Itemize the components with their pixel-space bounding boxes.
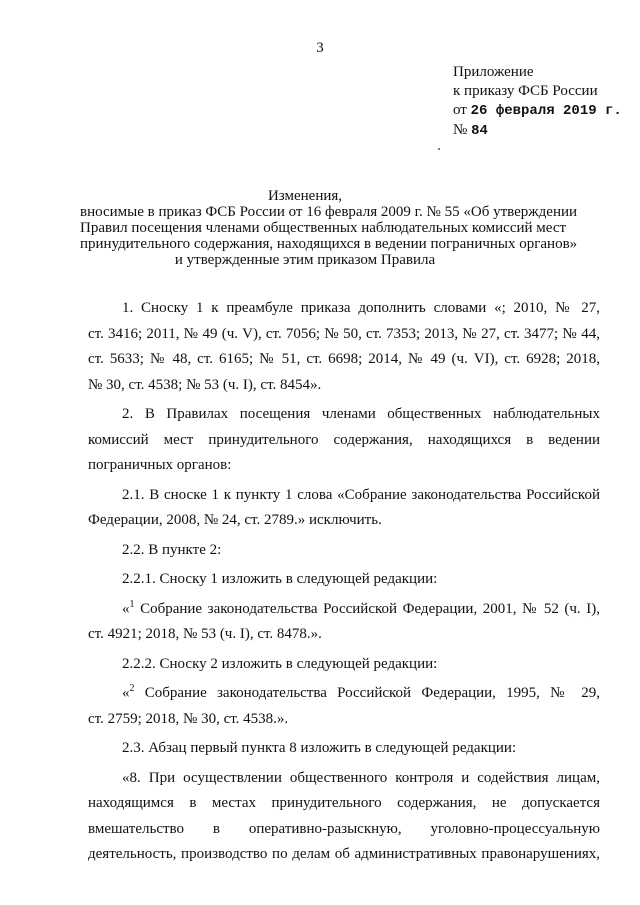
appendix-date bbox=[453, 101, 622, 121]
heading-line-3: Правил посещения членами общественных наблюдательных комиссий мест bbox=[80, 220, 567, 236]
text-line: 2. В Правилах посещения членами общественных наблюдательных bbox=[122, 406, 600, 422]
paragraph-1 bbox=[88, 296, 600, 398]
text-line: ст. 3416; 2011, № 49 (ч. V), ст. 7056; № 50, ст. 7353; 2013, № 27, ст. 3477; № 44, bbox=[88, 325, 600, 342]
text-line: «8. При осуществлении общественного контроля и содействия лицам, bbox=[122, 769, 600, 786]
footnote-text: Собрание законодательства Российской Федерации, 1995, № 29, bbox=[134, 685, 600, 701]
text-line: ст. 4921; 2018, № 53 (ч. I), ст. 8478.». bbox=[88, 626, 322, 642]
document-body bbox=[88, 296, 600, 868]
text-line: ст. 2759; 2018, № 30, ст. 4538.». bbox=[88, 710, 289, 727]
text-line bbox=[88, 681, 600, 707]
page-number: 3 bbox=[316, 40, 324, 56]
text-line: 2.2.2. Сноску 2 изложить в следующей редакции: bbox=[122, 655, 438, 672]
appendix-order-ref: к приказу ФСБ России bbox=[453, 83, 598, 99]
paragraph-2-2 bbox=[88, 538, 600, 564]
paragraph-8-text bbox=[88, 766, 600, 868]
text-line: 2.2.1. Сноску 1 изложить в следующей редакции: bbox=[122, 571, 438, 587]
appendix-number bbox=[453, 121, 622, 141]
paragraph-2 bbox=[88, 402, 600, 479]
text-line: вмешательство в оперативно-разыскную, уголовно-процессуальную bbox=[88, 820, 600, 837]
scan-speck bbox=[438, 148, 440, 150]
paragraph-2-3 bbox=[88, 736, 600, 762]
heading-line-2: вносимые в приказ ФСБ России от 16 февраля 2009 г. № 55 «Об утверждении bbox=[80, 204, 578, 220]
text-line: 1. Сноску 1 к преамбуле приказа дополнить словами «; 2010, № 27, bbox=[122, 300, 600, 316]
paragraph-2-2-1 bbox=[88, 567, 600, 593]
heading-line-5: и утвержденные этим приказом Правила bbox=[174, 252, 436, 268]
appendix-number-value: 84 bbox=[471, 123, 488, 139]
text-line: 2.2. В пункте 2: bbox=[122, 541, 222, 558]
appendix-title: Приложение bbox=[453, 64, 534, 80]
footnote-2-text bbox=[88, 681, 600, 732]
text-line: пограничных органов: bbox=[88, 457, 232, 473]
appendix-date-prefix: от bbox=[453, 102, 467, 118]
text-line: 2.3. Абзац первый пункта 8 изложить в следующей редакции: bbox=[122, 740, 517, 756]
text-line: Федерации, 2008, № 24, ст. 2789.» исключить. bbox=[88, 512, 382, 528]
text-line bbox=[88, 597, 600, 623]
footnote-marker: 1 bbox=[129, 598, 135, 610]
footnote-marker: 2 bbox=[129, 683, 135, 694]
document-heading bbox=[80, 188, 578, 268]
quote-open: « bbox=[122, 685, 130, 701]
quote-open: « bbox=[122, 600, 130, 617]
paragraph-2-2-2 bbox=[88, 652, 600, 678]
appendix-date-value: 26 февраля 2019 г. bbox=[470, 103, 622, 119]
text-line: находящимся в местах принудительного содержания, не допускается bbox=[88, 795, 600, 811]
text-line: комиссий мест принудительного содержания, находящихся в ведении bbox=[88, 431, 600, 448]
text-line: ст. 5633; № 48, ст. 6165; № 51, ст. 6698; 2014, № 49 (ч. VI), ст. 6928; 2018, bbox=[88, 351, 600, 367]
paragraph-2-1 bbox=[88, 483, 600, 534]
heading-line-1: Изменения, bbox=[267, 188, 343, 204]
text-line: № 30, ст. 4538; № 53 (ч. I), ст. 8454». bbox=[88, 376, 322, 393]
text-line: деятельность, производство по делам об административных правонарушениях, bbox=[88, 846, 600, 862]
heading-line-4: принудительного содержания, находящихся в ведении пограничных органов» bbox=[80, 236, 578, 252]
text-line: 2.1. В сноске 1 к пункту 1 слова «Собрание законодательства Российской bbox=[122, 486, 600, 503]
footnote-text: Собрание законодательства Российской Федерации, 2001, № 52 (ч. I), bbox=[134, 600, 600, 617]
appendix-block bbox=[453, 63, 622, 141]
appendix-number-prefix: № bbox=[453, 122, 468, 138]
footnote-1-text bbox=[88, 597, 600, 648]
